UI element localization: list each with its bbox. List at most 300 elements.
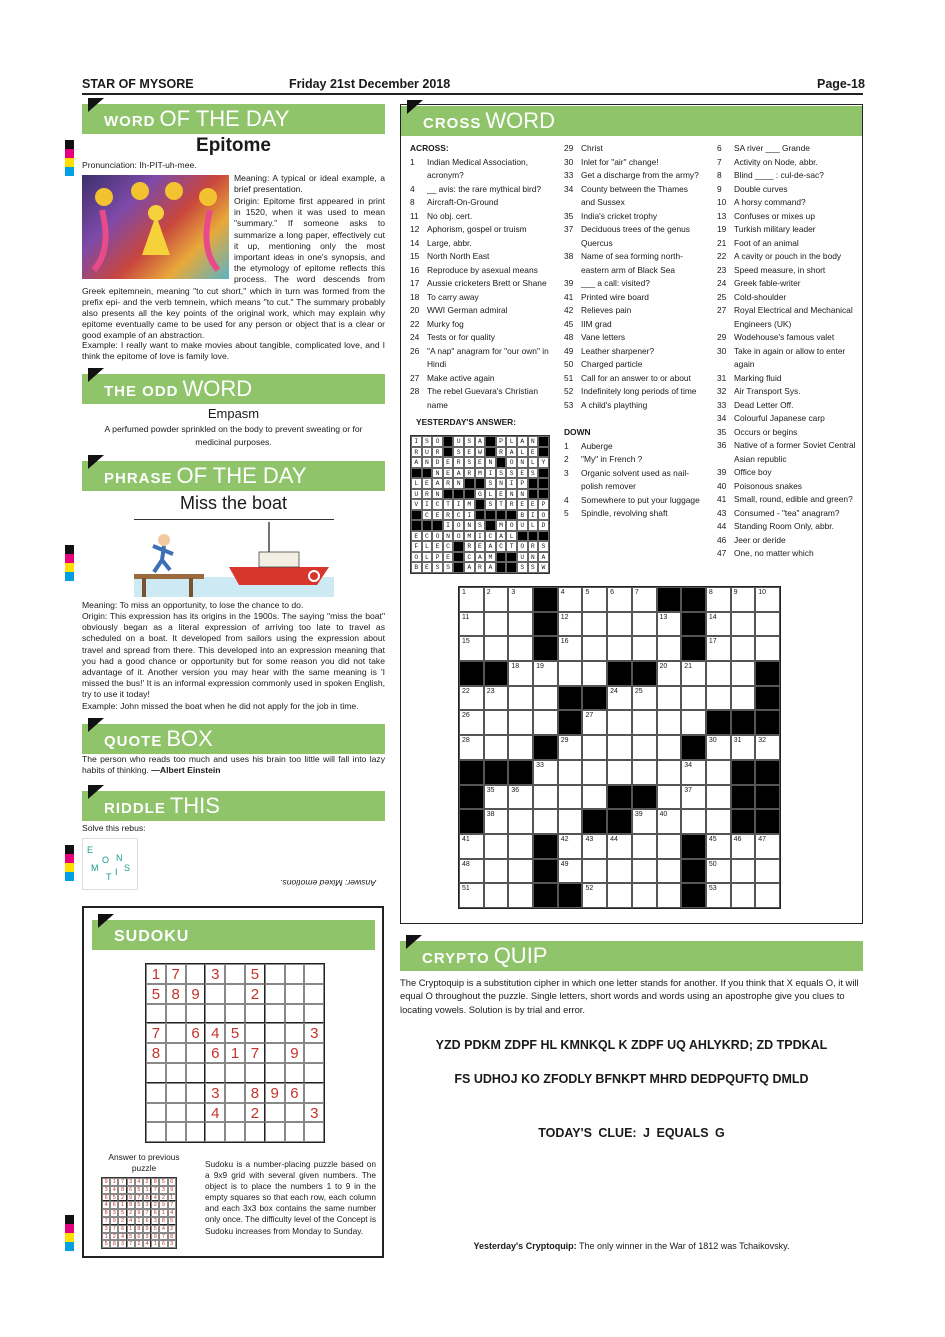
crossword-cell[interactable]: 3 xyxy=(508,587,533,612)
answer-sudoku-cell: 1 xyxy=(102,1233,110,1241)
crossword-cell[interactable]: 25 xyxy=(632,686,657,711)
sudoku-cell[interactable] xyxy=(186,964,206,984)
crossword-cell xyxy=(607,809,632,834)
sudoku-cell[interactable]: 2 xyxy=(245,984,265,1004)
crossword-cell[interactable]: 27 xyxy=(582,710,607,735)
answer-sudoku-cell: 3 xyxy=(143,1233,151,1241)
crossword-cell[interactable]: 6 xyxy=(607,587,632,612)
sudoku-cell[interactable] xyxy=(186,1063,206,1083)
crossword-cell[interactable] xyxy=(657,636,682,661)
crossword-cell[interactable] xyxy=(558,785,583,810)
crossword-cell xyxy=(755,686,780,711)
crossword-cell[interactable] xyxy=(484,735,509,760)
sudoku-cell[interactable] xyxy=(265,1122,285,1142)
sudoku-cell[interactable] xyxy=(205,1004,225,1024)
crossword-cell[interactable]: 53 xyxy=(706,883,731,908)
crossword-cell[interactable]: 24 xyxy=(607,686,632,711)
cryptoquip-band: CRYPTO QUIP xyxy=(400,941,863,971)
sudoku-cell[interactable] xyxy=(304,1083,324,1103)
sudoku-cell[interactable] xyxy=(186,1122,206,1142)
crossword-cell[interactable] xyxy=(533,809,558,834)
sudoku-cell[interactable]: 9 xyxy=(186,984,206,1004)
crossword-cell[interactable] xyxy=(632,760,657,785)
sudoku-cell[interactable]: 4 xyxy=(205,1023,225,1043)
crossword-cell[interactable]: 18 xyxy=(508,661,533,686)
sudoku-cell[interactable] xyxy=(205,984,225,1004)
sudoku-cell[interactable]: 2 xyxy=(245,1103,265,1123)
clue-item: 29 Wodehouse's famous valet xyxy=(717,332,835,342)
crossword-cell[interactable]: 17 xyxy=(706,636,731,661)
crossword-cell[interactable]: 36 xyxy=(508,785,533,810)
crossword-cell[interactable] xyxy=(582,735,607,760)
crossword-cell[interactable] xyxy=(632,735,657,760)
crossword-cell[interactable] xyxy=(484,612,509,637)
crossword-cell[interactable]: 1 xyxy=(459,587,484,612)
answer-cell xyxy=(496,457,507,468)
sudoku-cell[interactable] xyxy=(265,1004,285,1024)
sudoku-cell[interactable] xyxy=(245,1023,265,1043)
sudoku-cell[interactable] xyxy=(205,1063,225,1083)
answer-cell: S xyxy=(422,436,433,447)
crossword-cell[interactable]: 48 xyxy=(459,859,484,884)
clue-item: 5 Spindle, revolving shaft xyxy=(564,508,668,518)
answer-cell: L xyxy=(422,541,433,552)
crossword-cell[interactable]: 16 xyxy=(558,636,583,661)
phrase-divider xyxy=(134,519,334,520)
sudoku-cell[interactable]: 5 xyxy=(245,964,265,984)
sudoku-cell[interactable]: 6 xyxy=(285,1083,305,1103)
crossword-cell[interactable] xyxy=(484,834,509,859)
sudoku-cell[interactable] xyxy=(285,1122,305,1142)
sudoku-cell[interactable] xyxy=(146,1122,166,1142)
sudoku-cell[interactable]: 8 xyxy=(245,1083,265,1103)
answer-cell: C xyxy=(443,541,454,552)
crossword-cell[interactable] xyxy=(755,636,780,661)
sudoku-cell[interactable] xyxy=(265,964,285,984)
sudoku-cell[interactable] xyxy=(166,1063,186,1083)
answer-sudoku-cell: 1 xyxy=(168,1194,176,1202)
crossword-cell[interactable] xyxy=(484,859,509,884)
crossword-cell[interactable] xyxy=(731,661,756,686)
crossword-cell[interactable]: 45 xyxy=(706,834,731,859)
crossword-cell[interactable] xyxy=(533,686,558,711)
answer-sudoku-cell: 8 xyxy=(159,1217,167,1225)
answer-sudoku-cell: 5 xyxy=(118,1209,126,1217)
crossword-cell[interactable] xyxy=(533,710,558,735)
crossword-cell[interactable] xyxy=(706,809,731,834)
crossword-cell[interactable]: 35 xyxy=(484,785,509,810)
sudoku-cell[interactable]: 3 xyxy=(205,964,225,984)
sudoku-cell[interactable] xyxy=(304,1043,324,1063)
crossword-cell[interactable]: 14 xyxy=(706,612,731,637)
crossword-cell[interactable]: 30 xyxy=(706,735,731,760)
crossword-cell[interactable] xyxy=(508,612,533,637)
answer-cell: A xyxy=(453,468,464,479)
answer-sudoku-cell: 8 xyxy=(118,1186,126,1194)
sudoku-cell[interactable] xyxy=(186,1103,206,1123)
clue-item: 53 A child's plaything xyxy=(564,399,648,410)
crossword-cell[interactable] xyxy=(632,883,657,908)
crossword-cell[interactable]: 26 xyxy=(459,710,484,735)
answer-cell: L xyxy=(528,520,539,531)
crossword-cell[interactable] xyxy=(706,661,731,686)
crossword-cell[interactable] xyxy=(582,661,607,686)
answer-sudoku-cell: 6 xyxy=(143,1217,151,1225)
crossword-cell[interactable]: 10 xyxy=(755,587,780,612)
sudoku-cell[interactable] xyxy=(225,1083,245,1103)
sudoku-cell[interactable] xyxy=(265,1023,285,1043)
crossword-cell[interactable] xyxy=(607,735,632,760)
answer-sudoku-cell: 2 xyxy=(127,1209,135,1217)
sudoku-cell[interactable]: 3 xyxy=(205,1083,225,1103)
crossword-cell[interactable]: 50 xyxy=(706,859,731,884)
clue-item: 48 Vane letters xyxy=(564,332,626,342)
sudoku-cell[interactable] xyxy=(285,984,305,1004)
sudoku-cell[interactable]: 3 xyxy=(304,1023,324,1043)
crossword-cell[interactable] xyxy=(731,636,756,661)
crossword-cell[interactable] xyxy=(582,760,607,785)
sudoku-cell[interactable] xyxy=(146,1004,166,1024)
sudoku-cell[interactable] xyxy=(265,1043,285,1063)
sudoku-cell[interactable] xyxy=(245,1004,265,1024)
crossword-cell[interactable] xyxy=(508,735,533,760)
crossword-cell[interactable] xyxy=(582,859,607,884)
sudoku-cell[interactable] xyxy=(285,1004,305,1024)
crossword-cell[interactable] xyxy=(533,785,558,810)
clue-item: 35 India's cricket trophy xyxy=(564,210,658,221)
word-meaning: Meaning: A typical or ideal example, a brief presentation. xyxy=(234,173,385,195)
crossword-cell[interactable] xyxy=(607,859,632,884)
crossword-cell[interactable] xyxy=(632,710,657,735)
sudoku-cell[interactable] xyxy=(166,1122,186,1142)
crossword-cell[interactable] xyxy=(706,760,731,785)
sudoku-cell[interactable]: 6 xyxy=(186,1023,206,1043)
clue-item: 51 Call for an answer to or about xyxy=(564,372,691,383)
crossword-cell[interactable]: 12 xyxy=(558,612,583,637)
sudoku-cell[interactable]: 7 xyxy=(146,1023,166,1043)
crossword-cell[interactable]: 8 xyxy=(706,587,731,612)
sudoku-cell[interactable]: 7 xyxy=(166,964,186,984)
answer-cell: G xyxy=(475,489,486,500)
sudoku-cell[interactable] xyxy=(146,1083,166,1103)
across-clues-2: 29 Christ 30 Inlet for "air" change! 33 Get a discharge from the army? 34 County between the Thames and Sussex 35 India's cricket trophy 37 Deciduous trees of the genus Quercus 38 Name of sea forming north-eastern arm of Black Sea 39 ___ a call: visited? 41 Printed wire board 42 Relieves pain 45 IIM grad 48 Vane letters 49 Leather sharpener? 50 Charged particle 51 Call for an answer to or about 52 Indefinitely long periods of time 53 A child's plaything DOWN 1 Auberge 2 "My" in French ? 3 Organic solvent used as nail-polish remover 4 Somewhere to put your luggage 5 Spindle, revolving shaft xyxy=(564,142,704,521)
crossword-cell[interactable]: 41 xyxy=(459,834,484,859)
crossword-cell[interactable] xyxy=(582,612,607,637)
answer-cell: C xyxy=(453,510,464,521)
crossword-cell[interactable] xyxy=(657,686,682,711)
crossword-cell[interactable] xyxy=(508,710,533,735)
sudoku-cell[interactable]: 1 xyxy=(225,1043,245,1063)
clue-item: 29 Christ xyxy=(564,143,603,153)
sudoku-cell[interactable]: 5 xyxy=(146,984,166,1004)
crossword-cell[interactable]: 47 xyxy=(755,834,780,859)
crossword-cell[interactable] xyxy=(731,859,756,884)
crossword-cell[interactable]: 22 xyxy=(459,686,484,711)
crossword-cell[interactable] xyxy=(582,785,607,810)
quote-text: The person who reads too much and uses his brain too little will fall into lazy habits of thinking. —Albert Einstein xyxy=(82,754,385,776)
crossword-cell[interactable]: 40 xyxy=(657,809,682,834)
crossword-cell[interactable]: 49 xyxy=(558,859,583,884)
sudoku-cell[interactable] xyxy=(304,1063,324,1083)
sudoku-cell[interactable] xyxy=(166,1043,186,1063)
answer-sudoku-cell: 5 xyxy=(110,1194,118,1202)
crossword-cell[interactable] xyxy=(731,686,756,711)
crossword-cell[interactable] xyxy=(558,809,583,834)
clue-item: 12 Aphorism, gospel or truism xyxy=(410,224,527,234)
crossword-cell[interactable] xyxy=(582,636,607,661)
crossword-cell[interactable] xyxy=(607,636,632,661)
crossword-grid[interactable] xyxy=(458,586,781,909)
sudoku-cell[interactable] xyxy=(186,1043,206,1063)
sudoku-cell[interactable] xyxy=(285,1023,305,1043)
crossword-cell[interactable] xyxy=(484,710,509,735)
answer-sudoku-cell: 2 xyxy=(159,1194,167,1202)
sudoku-cell[interactable] xyxy=(245,1063,265,1083)
sudoku-cell[interactable]: 6 xyxy=(205,1043,225,1063)
answer-cell xyxy=(422,520,433,531)
sudoku-cell[interactable]: 3 xyxy=(304,1103,324,1123)
answer-sudoku-cell: 7 xyxy=(127,1240,135,1248)
crossword-cell[interactable] xyxy=(657,883,682,908)
crossword-cell xyxy=(681,834,706,859)
answer-cell: S xyxy=(453,447,464,458)
clue-item: 32 Air Transport Sys. xyxy=(717,386,801,396)
answer-sudoku-cell: 2 xyxy=(118,1217,126,1225)
sudoku-cell[interactable] xyxy=(245,1122,265,1142)
crossword-cell[interactable] xyxy=(508,883,533,908)
crossword-cell[interactable]: 19 xyxy=(533,661,558,686)
clue-item: 41 Small, round, edible and green? xyxy=(717,494,853,504)
sudoku-cell[interactable] xyxy=(225,1122,245,1142)
crossword-cell[interactable] xyxy=(508,859,533,884)
answer-cell xyxy=(485,510,496,521)
crossword-cell[interactable]: 31 xyxy=(731,735,756,760)
answer-cell: E xyxy=(475,457,486,468)
crossword-cell xyxy=(459,760,484,785)
answer-sudoku-cell: 1 xyxy=(135,1217,143,1225)
answer-cell xyxy=(443,436,454,447)
crossword-cell[interactable] xyxy=(657,710,682,735)
crossword-cell xyxy=(706,710,731,735)
crossword-cell[interactable] xyxy=(558,760,583,785)
svg-text:S: S xyxy=(124,863,131,873)
crossword-cell[interactable] xyxy=(632,612,657,637)
answer-sudoku-cell: 3 xyxy=(102,1186,110,1194)
answer-sudoku-cell: 6 xyxy=(159,1240,167,1248)
sudoku-cell[interactable] xyxy=(285,964,305,984)
crossword-cell xyxy=(657,587,682,612)
answer-cell: T xyxy=(443,499,454,510)
sudoku-cell[interactable] xyxy=(304,1122,324,1142)
sudoku-cell[interactable]: 1 xyxy=(146,964,166,984)
crossword-cell[interactable] xyxy=(508,809,533,834)
sudoku-cell[interactable] xyxy=(146,1103,166,1123)
sudoku-cell[interactable]: 8 xyxy=(166,984,186,1004)
sudoku-cell[interactable] xyxy=(265,984,285,1004)
color-strip xyxy=(65,845,74,881)
header-rule xyxy=(82,93,863,95)
crossword-cell[interactable] xyxy=(657,834,682,859)
crossword-cell xyxy=(632,785,657,810)
crossword-cell[interactable]: 15 xyxy=(459,636,484,661)
sudoku-cell[interactable] xyxy=(146,1063,166,1083)
crossword-cell xyxy=(582,809,607,834)
crossword-cell[interactable] xyxy=(632,859,657,884)
crossword-cell[interactable] xyxy=(484,883,509,908)
sudoku-cell[interactable] xyxy=(166,1023,186,1043)
clue-item: 31 Marking fluid xyxy=(717,372,782,383)
crossword-cell xyxy=(533,612,558,637)
answer-cell xyxy=(453,489,464,500)
crossword-cell[interactable] xyxy=(657,735,682,760)
crossword-cell xyxy=(731,809,756,834)
crossword-cell[interactable] xyxy=(731,883,756,908)
crossword-cell[interactable]: 4 xyxy=(558,587,583,612)
sudoku-cell[interactable] xyxy=(186,1083,206,1103)
sudoku-cell[interactable] xyxy=(225,1063,245,1083)
answer-sudoku-cell: 7 xyxy=(102,1217,110,1225)
crossword-cell[interactable] xyxy=(484,636,509,661)
crossword-cell[interactable] xyxy=(508,686,533,711)
sudoku-cell[interactable]: 9 xyxy=(285,1043,305,1063)
clue-item: 18 To carry away xyxy=(410,291,479,302)
answer-cell: L xyxy=(528,457,539,468)
answer-sudoku-cell: 2 xyxy=(118,1194,126,1202)
crossword-cell[interactable] xyxy=(755,883,780,908)
answer-cell: E xyxy=(517,468,528,479)
crossword-cell[interactable]: 9 xyxy=(731,587,756,612)
clue-item: 1 Indian Medical Association, acronym? xyxy=(410,156,529,180)
crossword-cell[interactable] xyxy=(681,809,706,834)
crossword-cell[interactable] xyxy=(508,636,533,661)
sudoku-cell[interactable] xyxy=(166,1083,186,1103)
crossword-cell[interactable]: 5 xyxy=(582,587,607,612)
crossword-cell[interactable]: 37 xyxy=(681,785,706,810)
crossword-cell[interactable]: 34 xyxy=(681,760,706,785)
crossword-cell[interactable]: 20 xyxy=(657,661,682,686)
crossword-cell[interactable]: 46 xyxy=(731,834,756,859)
crossword-cell[interactable]: 2 xyxy=(484,587,509,612)
sudoku-cell[interactable] xyxy=(265,1103,285,1123)
sudoku-cell[interactable] xyxy=(225,964,245,984)
answer-sudoku-cell: 1 xyxy=(118,1201,126,1209)
sudoku-cell[interactable] xyxy=(166,1103,186,1123)
sudoku-cell[interactable] xyxy=(225,984,245,1004)
crossword-cell[interactable]: 33 xyxy=(533,760,558,785)
crossword-cell[interactable] xyxy=(607,612,632,637)
crossword-cell[interactable] xyxy=(681,710,706,735)
answer-cell: R xyxy=(453,457,464,468)
sudoku-cell[interactable] xyxy=(304,1004,324,1024)
crossword-cell[interactable] xyxy=(755,859,780,884)
sudoku-cell[interactable]: 4 xyxy=(205,1103,225,1123)
answer-cell: S xyxy=(528,562,539,573)
sudoku-cell[interactable]: 8 xyxy=(146,1043,166,1063)
answer-sudoku-cell: 6 xyxy=(102,1194,110,1202)
crossword-cell[interactable]: 51 xyxy=(459,883,484,908)
sudoku-grid[interactable] xyxy=(145,963,325,1143)
sudoku-cell[interactable]: 5 xyxy=(225,1023,245,1043)
sudoku-cell[interactable] xyxy=(285,1063,305,1083)
answer-cell xyxy=(464,478,475,489)
crossword-cell[interactable]: 43 xyxy=(582,834,607,859)
answer-cell: D xyxy=(432,457,443,468)
answer-sudoku-cell: 3 xyxy=(102,1225,110,1233)
answer-sudoku-cell: 7 xyxy=(118,1178,126,1186)
answer-sudoku-cell: 5 xyxy=(127,1233,135,1241)
sudoku-cell[interactable] xyxy=(166,1004,186,1024)
crossword-cell[interactable]: 44 xyxy=(607,834,632,859)
crossword-cell[interactable] xyxy=(508,834,533,859)
crossword-cell[interactable]: 32 xyxy=(755,735,780,760)
crossword-cell[interactable] xyxy=(706,785,731,810)
answer-cell: N xyxy=(422,457,433,468)
cryptoquip-line-1: YZD PDKM ZDPF HL KMNKQL K ZDPF UQ AHLYKRD; ZD TPDKAL xyxy=(435,1038,828,1052)
crossword-cell xyxy=(731,785,756,810)
riddle-prompt: Solve this rebus: xyxy=(82,823,146,833)
crossword-cell[interactable]: 52 xyxy=(582,883,607,908)
crossword-cell xyxy=(533,834,558,859)
clue-item: 24 Greek fable-writer xyxy=(717,278,801,288)
crossword-cell[interactable]: 29 xyxy=(558,735,583,760)
clue-item: 15 North North East xyxy=(410,251,490,261)
crossword-cell[interactable]: 39 xyxy=(632,809,657,834)
answer-sudoku-cell: 3 xyxy=(143,1201,151,1209)
crossword-cell[interactable]: 11 xyxy=(459,612,484,637)
crossword-cell[interactable]: 28 xyxy=(459,735,484,760)
sudoku-cell[interactable] xyxy=(205,1122,225,1142)
crossword-cell[interactable]: 23 xyxy=(484,686,509,711)
crossword-cell[interactable] xyxy=(558,661,583,686)
crossword-cell[interactable] xyxy=(657,785,682,810)
crossword-cell[interactable] xyxy=(706,686,731,711)
sudoku-cell[interactable] xyxy=(285,1103,305,1123)
crossword-cell[interactable] xyxy=(657,859,682,884)
answer-sudoku-cell: 2 xyxy=(143,1178,151,1186)
crossword-cell[interactable] xyxy=(632,834,657,859)
crossword-cell[interactable] xyxy=(755,612,780,637)
sudoku-cell[interactable] xyxy=(304,984,324,1004)
crossword-cell[interactable] xyxy=(632,636,657,661)
answer-cell: S xyxy=(464,457,475,468)
sudoku-cell[interactable] xyxy=(225,1103,245,1123)
sudoku-cell[interactable] xyxy=(225,1004,245,1024)
answer-sudoku-cell: 8 xyxy=(110,1240,118,1248)
crossword-cell[interactable] xyxy=(681,686,706,711)
crossword-cell xyxy=(558,686,583,711)
sudoku-cell[interactable]: 9 xyxy=(265,1083,285,1103)
crossword-cell[interactable] xyxy=(607,760,632,785)
crossword-cell[interactable]: 13 xyxy=(657,612,682,637)
sudoku-cell[interactable]: 7 xyxy=(245,1043,265,1063)
crossword-cell[interactable] xyxy=(657,760,682,785)
crossword-cell[interactable]: 38 xyxy=(484,809,509,834)
crossword-cell[interactable] xyxy=(607,883,632,908)
crossword-cell[interactable]: 21 xyxy=(681,661,706,686)
clue-item: 17 Aussie cricketers Brett or Shane xyxy=(410,278,547,288)
answer-cell: S xyxy=(485,499,496,510)
crossword-cell[interactable] xyxy=(607,710,632,735)
clue-item: 9 Double curves xyxy=(717,183,788,194)
sudoku-cell[interactable] xyxy=(304,964,324,984)
crossword-cell[interactable] xyxy=(731,612,756,637)
crossword-cell[interactable]: 42 xyxy=(558,834,583,859)
crossword-cell xyxy=(681,587,706,612)
sudoku-cell[interactable] xyxy=(265,1063,285,1083)
sudoku-cell[interactable] xyxy=(186,1004,206,1024)
answer-cell: P xyxy=(517,478,528,489)
crossword-cell[interactable]: 7 xyxy=(632,587,657,612)
